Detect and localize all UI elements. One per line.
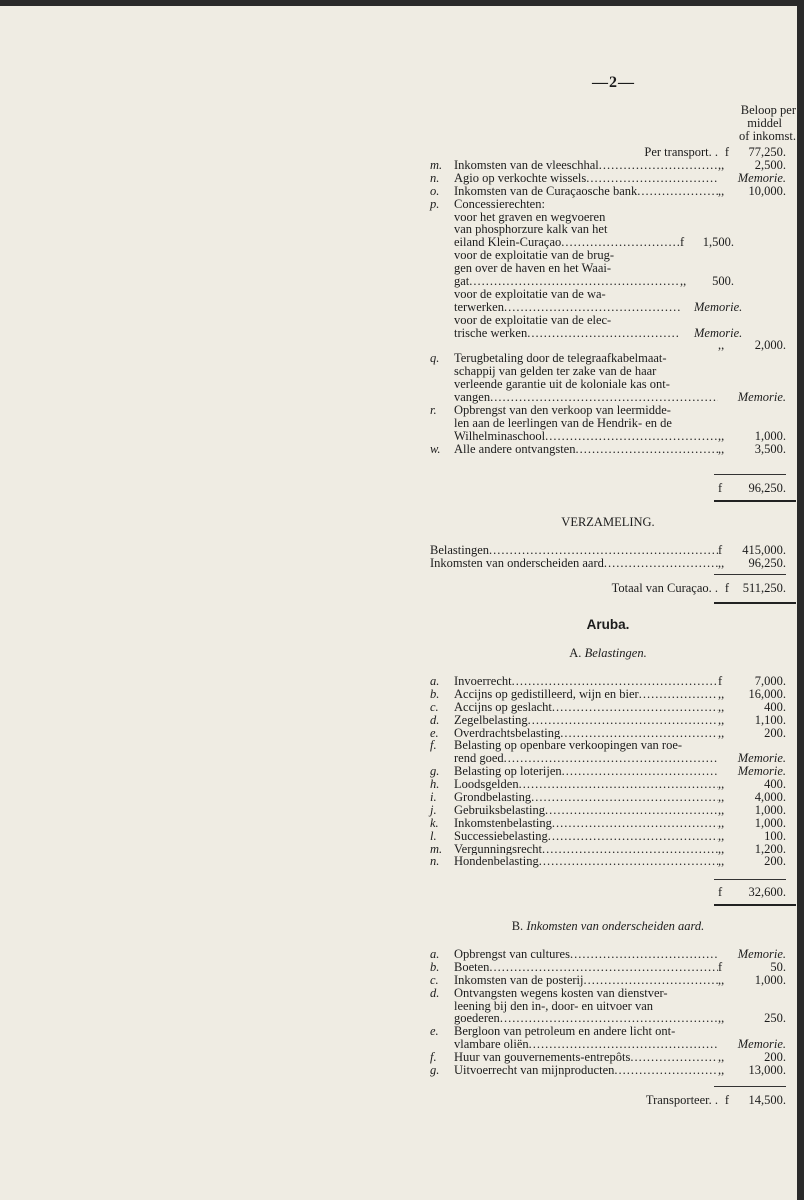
- item-letter: e.: [430, 1024, 439, 1039]
- item-letter: c.: [430, 699, 439, 714]
- item-letter: b.: [430, 959, 440, 974]
- sub-item-text: voor de exploitatie van de brug-: [454, 248, 615, 263]
- item-text: Inkomstenbelasting: [454, 816, 552, 830]
- amount: 200.: [764, 1050, 786, 1065]
- item-letter: c.: [430, 972, 439, 987]
- amount: 1,000.: [754, 815, 786, 830]
- list-item: [430, 961, 786, 974]
- transport-out-label: Transporteer. .: [645, 1093, 718, 1107]
- list-item: [430, 843, 786, 856]
- item-text: Belasting op loterijen: [454, 765, 562, 779]
- amount: 1,000.: [754, 972, 786, 987]
- amount: Memorie.: [737, 947, 786, 961]
- amount: 4,000.: [754, 790, 786, 805]
- item-text: Concessierechten:: [454, 196, 545, 211]
- item-letter: m.: [430, 841, 443, 856]
- total-label: Totaal van Curaçao. .: [611, 581, 718, 595]
- amount: 2,500.: [754, 158, 786, 172]
- item-letter: a.: [430, 674, 440, 688]
- aruba-b-items: [430, 948, 786, 1077]
- list-item: [430, 778, 786, 791]
- list-item: [430, 739, 786, 765]
- currency: ,,: [718, 777, 725, 792]
- list-item: [430, 701, 786, 714]
- currency: ,,: [718, 555, 725, 570]
- scanned-page: [0, 6, 797, 1200]
- item-text: verleende garantie uit de koloniale kas ont-: [454, 377, 670, 392]
- currency: f: [718, 885, 723, 899]
- list-item: [430, 714, 786, 727]
- list-item: [430, 791, 786, 804]
- item-letter: g.: [430, 1063, 440, 1078]
- item-text: schappij van gelden ter zake van de haar: [454, 364, 657, 379]
- divider: [714, 574, 786, 575]
- sub-item: [454, 262, 734, 275]
- item-letter: b.: [430, 686, 440, 701]
- column-header-line: Beloop per: [740, 103, 796, 117]
- amount: 3,500.: [754, 441, 786, 456]
- amount: 200.: [764, 725, 786, 740]
- item-text: Vergunningsrecht: [454, 842, 542, 856]
- item-letter: g.: [430, 764, 440, 779]
- item-text: Belasting op openbare verkoopingen van roe-: [454, 738, 683, 753]
- divider: [714, 904, 796, 906]
- item-text: Ontvangsten wegens kosten van dienstver-: [454, 985, 668, 1000]
- amount: 100.: [764, 828, 786, 843]
- amount: 2,000.: [754, 338, 786, 353]
- list-item: [430, 198, 786, 211]
- concessie-sublist: [430, 211, 786, 340]
- currency: ,,: [718, 686, 725, 701]
- list-item: [430, 948, 786, 961]
- list-item: [430, 1025, 786, 1051]
- list-item: [430, 765, 786, 778]
- currency: ,,: [718, 1011, 725, 1026]
- column-header-line: middel: [747, 116, 782, 130]
- amount: 96,250.: [748, 555, 786, 570]
- currency: ,,: [718, 712, 725, 727]
- amount: Memorie.: [694, 325, 743, 340]
- item-text: Inkomsten van de vleeschhal: [454, 159, 599, 172]
- currency: f: [718, 543, 723, 557]
- list-item: [430, 352, 786, 404]
- section-b-title: [430, 920, 786, 933]
- amount: 200.: [764, 854, 786, 869]
- amount: 250.: [764, 1011, 786, 1026]
- column-header-line: of inkomst.: [739, 129, 796, 143]
- item-text: Successiebelasting: [454, 829, 548, 843]
- item-text: goederen: [454, 1012, 500, 1026]
- transport-out-row: [430, 1094, 786, 1107]
- amount: Memorie.: [737, 764, 786, 779]
- item-letter: h.: [430, 777, 440, 792]
- currency: ,,: [718, 158, 725, 172]
- item-letter: p.: [430, 196, 440, 211]
- currency: ,,: [718, 338, 725, 353]
- amount: 13,000.: [748, 1063, 786, 1078]
- item-text: Accijns op geslacht: [454, 700, 552, 714]
- amount: Memorie.: [694, 299, 743, 314]
- list-item: [430, 830, 786, 843]
- curacao-subtotal-row: [430, 482, 786, 495]
- item-text: Gebruiksbelasting: [454, 803, 545, 817]
- amount: 400.: [764, 699, 786, 714]
- amount: 32,600.: [748, 885, 786, 899]
- amount: 16,000.: [748, 686, 786, 701]
- item-text: Loodsgelden: [454, 778, 519, 792]
- divider: [714, 500, 796, 502]
- item-text: Bergloon van petroleum en andere licht ont-: [454, 1024, 676, 1039]
- item-text: Alle andere ontvangsten: [454, 442, 576, 456]
- amount: 1,500.: [702, 235, 734, 250]
- amount: 415,000.: [742, 543, 786, 557]
- section-a-title: [430, 647, 786, 660]
- item-text: Inkomsten van de posterij: [454, 973, 584, 987]
- amount: 1,200.: [754, 841, 786, 856]
- amount: 1,000.: [754, 802, 786, 817]
- transport-in-label: Per transport. .: [644, 145, 718, 159]
- sub-item-text: gat: [454, 274, 470, 289]
- sub-item: [454, 288, 734, 301]
- amount: Memorie.: [737, 170, 786, 185]
- list-item: [430, 404, 786, 443]
- currency: f: [718, 481, 723, 495]
- currency: f: [680, 235, 685, 250]
- aruba-a-subtotal-row: [430, 886, 786, 899]
- currency: ,,: [718, 972, 725, 987]
- list-item: [430, 804, 786, 817]
- list-item: [430, 817, 786, 830]
- aruba-a-items: [430, 675, 786, 868]
- currency: f: [724, 145, 730, 159]
- currency: ,,: [718, 725, 725, 740]
- list-item: [430, 675, 786, 688]
- list-item: [430, 987, 786, 1026]
- sub-item-text: voor de exploitatie van de elec-: [454, 312, 612, 327]
- page-number: —2—: [592, 74, 635, 91]
- sub-item: [454, 314, 734, 327]
- item-text: Inkomsten van onderscheiden aard: [430, 556, 604, 570]
- amount: 10,000.: [748, 183, 786, 198]
- currency: f: [718, 674, 723, 688]
- item-text: Agio op verkochte wissels: [454, 171, 587, 185]
- item-letter: k.: [430, 815, 439, 830]
- item-text: Wilhelminaschool: [454, 429, 546, 443]
- sub-item-text: voor het graven en wegvoeren: [454, 209, 606, 224]
- list-item: [430, 443, 786, 456]
- item-text: Terugbetaling door de telegraafkabelmaat-: [454, 351, 667, 366]
- currency: ,,: [718, 183, 725, 198]
- item-text: Hondenbelasting: [454, 855, 539, 869]
- item-text: Overdrachtsbelasting: [454, 726, 561, 740]
- currency: ,,: [718, 854, 725, 869]
- curacao-items: [430, 159, 786, 455]
- item-letter: r.: [430, 402, 437, 417]
- list-item: [430, 185, 786, 198]
- item-text: leening bij den in-, door- en uitvoer van: [454, 998, 653, 1013]
- item-text: Grondbelasting: [454, 791, 532, 804]
- list-item: [430, 159, 786, 172]
- currency: ,,: [718, 815, 725, 830]
- sub-item: [454, 275, 734, 288]
- item-text: Belastingen: [430, 544, 490, 557]
- section-b-prefix: B.: [511, 919, 524, 933]
- currency: ,,: [718, 802, 725, 817]
- item-letter: a.: [430, 947, 440, 961]
- curacao-total-row: [430, 582, 786, 595]
- item-letter: m.: [430, 158, 443, 172]
- divider: [714, 879, 786, 880]
- item-text: Zegelbelasting: [454, 713, 528, 727]
- sub-item-text: terwerken: [454, 299, 504, 314]
- item-letter: o.: [430, 183, 440, 198]
- amount: 7,000.: [754, 674, 786, 688]
- section-a-label: Belastingen.: [584, 646, 647, 660]
- currency: ,,: [718, 428, 725, 443]
- divider: [714, 602, 796, 604]
- currency: ,,: [718, 1063, 725, 1078]
- item-letter: j.: [430, 802, 437, 817]
- amount: 1,000.: [754, 428, 786, 443]
- sub-item-text: voor de exploitatie van de wa-: [454, 286, 606, 301]
- currency: ,,: [680, 274, 687, 289]
- item-letter: i.: [430, 790, 437, 805]
- list-item: [430, 688, 786, 701]
- currency: f: [724, 581, 730, 595]
- aruba-heading: Aruba.: [586, 617, 630, 632]
- amount: 77,250.: [748, 145, 786, 159]
- item-text: Boeten: [454, 960, 490, 974]
- currency: ,,: [718, 828, 725, 843]
- amount: 400.: [764, 777, 786, 792]
- amount: Memorie.: [737, 751, 786, 766]
- section-a-prefix: A.: [569, 646, 582, 660]
- currency: ,,: [718, 1050, 725, 1065]
- section-title: VERZAMELING.: [561, 515, 655, 529]
- item-letter: q.: [430, 351, 440, 366]
- amount: 96,250.: [748, 481, 786, 495]
- section-b-label: Inkomsten van onderscheiden aard.: [526, 919, 705, 933]
- divider: [714, 1086, 786, 1087]
- list-item: [430, 1064, 786, 1077]
- item-text: Opbrengst van cultures: [454, 948, 570, 961]
- item-letter: d.: [430, 985, 440, 1000]
- list-item: [430, 544, 786, 557]
- item-text: len aan de leerlingen van de Hendrik- en de: [454, 415, 672, 430]
- currency: ,,: [718, 790, 725, 805]
- item-text: Huur van gouvernements-entrepôts: [454, 1051, 631, 1065]
- currency: ,,: [718, 441, 725, 456]
- item-text: vlambare oliën: [454, 1038, 529, 1052]
- transport-in-row: [430, 146, 786, 159]
- item-text: Inkomsten van de Curaçaosche bank: [454, 184, 638, 198]
- amount: 500.: [712, 274, 734, 289]
- list-item: [430, 855, 786, 868]
- currency: ,,: [718, 841, 725, 856]
- amount: Memorie.: [737, 390, 786, 405]
- item-letter: f.: [430, 1050, 437, 1065]
- item-text: Uitvoerrecht van mijnproducten: [454, 1064, 615, 1077]
- sub-item-text: trische werken: [454, 325, 528, 340]
- currency: f: [718, 959, 723, 974]
- item-text: rend goed: [454, 752, 504, 766]
- amount: 1,100.: [754, 712, 786, 727]
- sub-item-text: van phosphorzure kalk van het: [454, 222, 608, 237]
- list-item: [430, 557, 786, 570]
- column-header: [700, 104, 796, 143]
- currency: f: [724, 1093, 730, 1107]
- item-text: Opbrengst van den verkoop van leermidde-: [454, 402, 671, 417]
- amount: Memorie.: [737, 1037, 786, 1052]
- item-letter: w.: [430, 441, 441, 456]
- item-letter: n.: [430, 854, 440, 869]
- sub-item-text: gen over de haven en het Waai-: [454, 261, 612, 276]
- sub-item-text: eiland Klein-Curaçao: [454, 235, 562, 250]
- item-letter: d.: [430, 712, 440, 727]
- verzameling-rows: [430, 544, 786, 570]
- item-text: vangen: [454, 391, 491, 404]
- currency: ,,: [718, 699, 725, 714]
- item-letter: e.: [430, 725, 439, 740]
- item-letter: f.: [430, 738, 437, 753]
- list-item: [430, 172, 786, 185]
- item-letter: n.: [430, 170, 440, 185]
- list-item: [430, 974, 786, 987]
- item-letter: l.: [430, 828, 437, 843]
- divider: [714, 474, 786, 475]
- amount: 50.: [770, 959, 786, 974]
- amount: 14,500.: [748, 1093, 786, 1107]
- amount: 511,250.: [742, 581, 786, 595]
- item-text: Invoerrecht: [454, 675, 512, 688]
- item-text: Accijns op gedistilleerd, wijn en bier: [454, 687, 639, 701]
- sub-item: [454, 299, 743, 314]
- list-item: [430, 1051, 786, 1064]
- sub-item: [454, 325, 743, 340]
